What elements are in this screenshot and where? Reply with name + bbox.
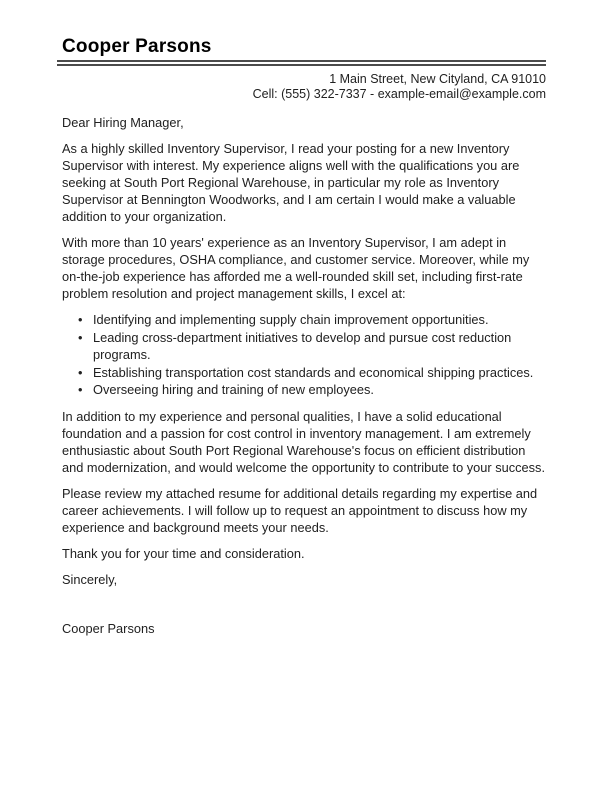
bullet-icon: • [78,312,83,327]
phone-email-line: Cell: (555) 322-7337 - example-email@example.com [252,87,546,101]
contact-block [57,72,546,102]
paragraph-education: In addition to my experience and personal qualities, I have a solid educational foundation and a passion for cost control in inventory management. I am extremely enthusiastic about South Port Regional Warehouse's focus on efficient distribution and modernization, and would welcome the opportunity to contribute to your success. [62,408,546,475]
list-item [62,329,546,364]
header-double-rule [57,60,546,66]
list-item [62,311,546,329]
list-item-text: Identifying and implementing supply chain improvement opportunities. [93,312,489,327]
salutation: Dear Hiring Manager, [62,115,184,130]
bullet-icon: • [78,382,83,397]
paragraph-resume: Please review my attached resume for additional details regarding my expertise and career achievements. I will follow up to request an appointment to discuss how my experience and background meets your needs. [62,485,538,535]
address-line: 1 Main Street, New Cityland, CA 91010 [329,72,546,86]
candidate-name: Cooper Parsons [62,36,212,57]
list-item [62,381,546,399]
valediction: Sincerely, [62,571,118,587]
list-item-text: Leading cross-department initiatives to develop and pursue cost reduction programs. [93,329,512,362]
paragraph-thanks: Thank you for your time and consideration. [62,545,305,561]
letter-body [62,114,546,637]
list-item-text: Establishing transportation cost standards and economical shipping practices. [93,364,534,380]
signature-name: Cooper Parsons [62,620,155,636]
bullet-icon: • [78,364,83,380]
paragraph-intro: As a highly skilled Inventory Supervisor, I read your posting for a new Inventory Supervisor with interest. My experience aligns well with the qualifications you are seeking at South Port Regional Warehouse, in particular my role as Inventory Supervisor at Bennington Woodworks, and I am certain I would make a valuable addition to your organization. [62,141,520,224]
paragraph-experience: With more than 10 years' experience as an Inventory Supervisor, I am adept in storage procedures, OSHA compliance, and customer service. Moreover, while my on-the-job experience has afforded me a well-rounded skill set, including first-rate problem resolution and project management skills, I excel at: [62,235,530,301]
list-item [62,364,546,382]
list-item-text: Overseeing hiring and training of new employees. [93,382,374,397]
skills-bullet-list [62,311,546,399]
bullet-icon: • [78,329,83,345]
